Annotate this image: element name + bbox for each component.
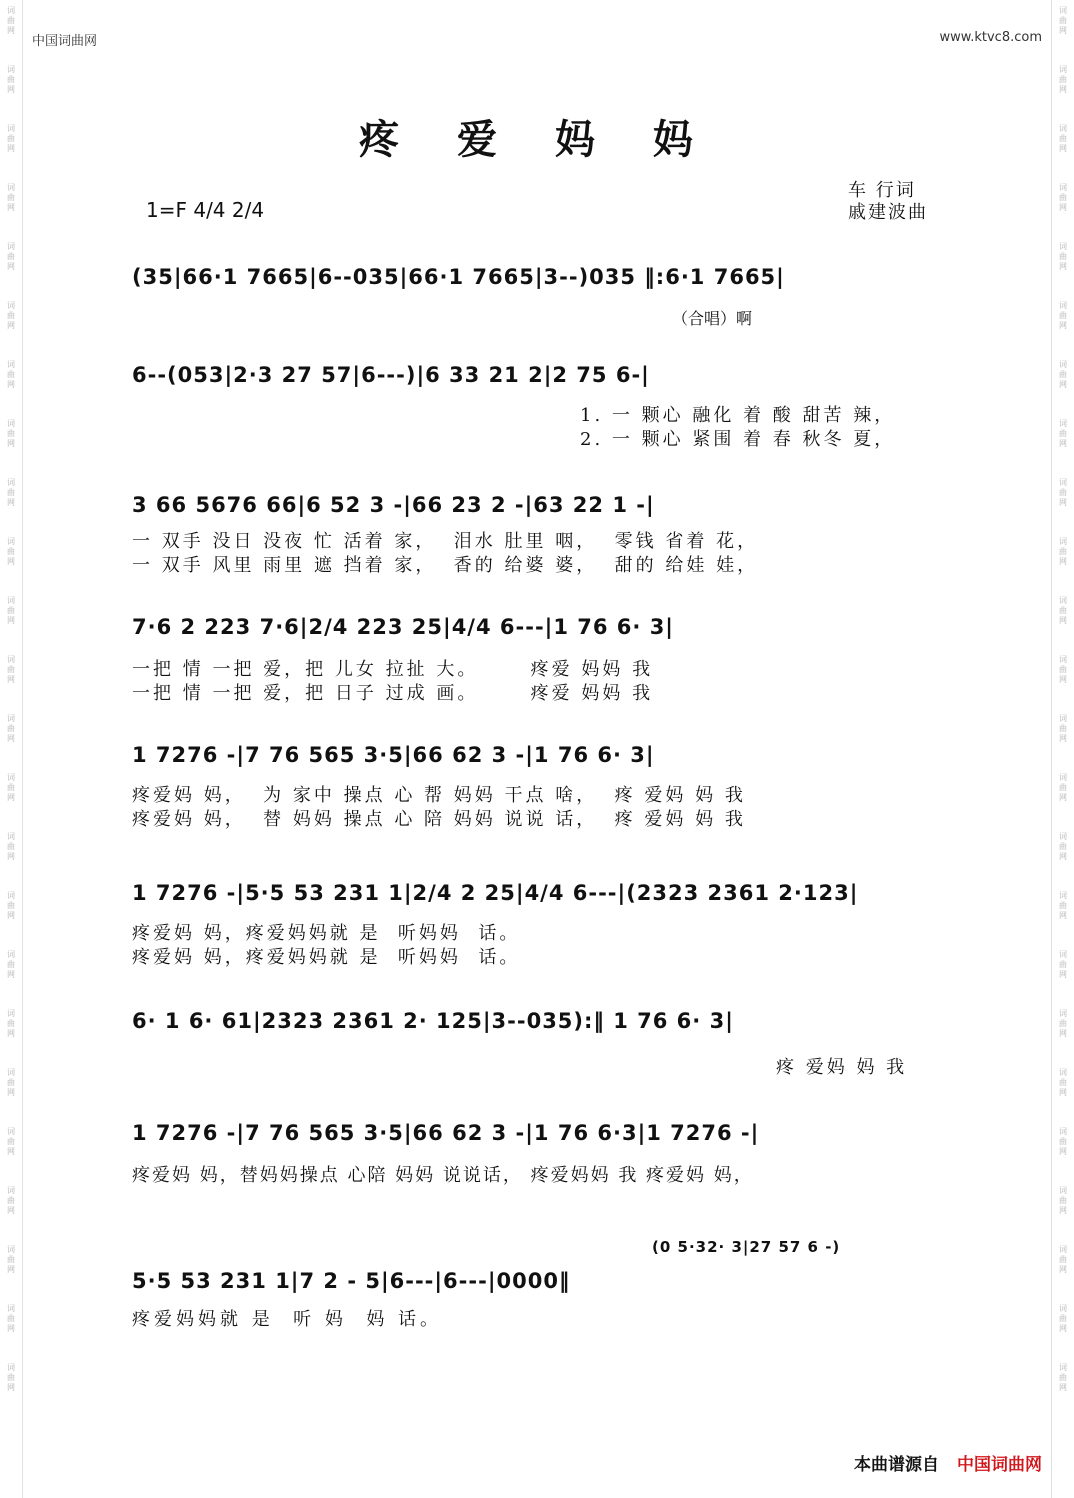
lyricist: 车 行词 — [848, 180, 916, 201]
side-watermark-text: 词 曲 网 — [7, 1186, 15, 1215]
side-watermark-text: 词 曲 网 — [1059, 1127, 1067, 1156]
side-watermark-text: 词 曲 网 — [1059, 183, 1067, 212]
side-watermark-text: 词 曲 网 — [1059, 65, 1067, 94]
side-watermark-text: 词 曲 网 — [1059, 360, 1067, 389]
side-watermark-text: 词 曲 网 — [1059, 655, 1067, 684]
score-system-5 — [132, 740, 947, 770]
score-system-2 — [132, 360, 947, 390]
side-watermark-text: 词 曲 网 — [7, 242, 15, 271]
lyric-line: 疼爱妈妈就 是 听 妈 妈 话。 — [132, 1309, 443, 1330]
side-watermark-text: 词 曲 网 — [1059, 419, 1067, 448]
lyric-verse-2: 疼爱妈 妈，疼爱妈妈就 是 听妈妈 话。 — [132, 947, 521, 968]
lyric-verse-1: 一把 情 一把 爱，把 儿女 拉扯 大。 疼爱 妈妈 我 — [132, 659, 654, 680]
notation-line: (35|66·1 7665|6--035|66·1 7665|3--)035 ‖:6·1 7665| — [132, 265, 785, 289]
source-footer — [854, 1450, 1042, 1475]
side-watermark-text: 词 曲 网 — [7, 655, 15, 684]
notation-line: 1 7276 -|7 76 565 3·5|66 62 3 -|1 76 6· 3| — [132, 743, 655, 767]
notation-line: 6· 1 6· 61|2323 2361 2· 125|3--035):‖ 1 76 6· 3| — [132, 1009, 734, 1033]
credits — [848, 180, 928, 224]
score-system-1 — [132, 262, 947, 292]
side-watermark-text: 词 曲 网 — [7, 65, 15, 94]
side-watermark-text: 词 曲 网 — [1059, 1245, 1067, 1274]
lyric-line: 疼爱妈 妈，替妈妈操点 心陪 妈妈 说说话， 疼爱妈妈 我 疼爱妈 妈， — [132, 1165, 754, 1186]
side-watermark-text: 词 曲 网 — [7, 301, 15, 330]
side-watermark-text: 词 曲 网 — [1059, 301, 1067, 330]
song-title: 疼 爱 妈 妈 — [359, 116, 715, 163]
lyric-verse-2: 2. 一 颗心 紧围 着 春 秋冬 夏， — [580, 429, 896, 450]
composer: 戚建波曲 — [848, 202, 928, 223]
site-name-top-left: 中国词曲网 — [32, 34, 98, 49]
side-watermark-text: 词 曲 网 — [7, 183, 15, 212]
side-watermark-text: 词 曲 网 — [1059, 773, 1067, 802]
score-system-3 — [132, 490, 947, 520]
notation-line: 1 7276 -|7 76 565 3·5|66 62 3 -|1 76 6·3|1 7276 -| — [132, 1121, 760, 1145]
side-watermark-text: 词 曲 网 — [7, 419, 15, 448]
notation-line: 1 7276 -|5·5 53 231 1|2/4 2 25|4/4 6---|(2323 2361 2·123| — [132, 881, 859, 905]
lyric-verse-2: 一把 情 一把 爱，把 日子 过成 画。 疼爱 妈妈 我 — [132, 683, 654, 704]
score-system-9 — [132, 1266, 947, 1296]
side-watermark-text: 词 曲 网 — [1059, 596, 1067, 625]
score-system-7 — [132, 1006, 947, 1036]
side-watermark-text: 词 曲 网 — [7, 773, 15, 802]
notation-line: 7·6 2 223 7·6|2/4 223 25|4/4 6---|1 76 6· 3| — [132, 615, 674, 639]
lyric-verse-1: 疼爱妈 妈，疼爱妈妈就 是 听妈妈 话。 — [132, 923, 521, 944]
side-watermark-text: 词 曲 网 — [1059, 1009, 1067, 1038]
lyric-verse-2: 疼爱妈 妈， 替 妈妈 操点 心 陪 妈妈 说说 话， 疼 爱妈 妈 我 — [132, 809, 746, 830]
ossia-line — [652, 1232, 952, 1262]
side-watermark-text: 词 曲 网 — [7, 478, 15, 507]
side-watermark-text: 词 曲 网 — [1059, 1304, 1067, 1333]
site-url-top-right: www.ktvc8.com — [939, 30, 1042, 45]
lyric-verse-1: 疼爱妈 妈， 为 家中 操点 心 帮 妈妈 干点 啥， 疼 爱妈 妈 我 — [132, 785, 746, 806]
side-watermark-text: 词 曲 网 — [1059, 1363, 1067, 1392]
side-watermark-text: 词 曲 网 — [7, 832, 15, 861]
ossia-notation: (0 5·32· 3|27 57 6 -) — [652, 1238, 841, 1256]
lyric-verse-1: 1. 一 颗心 融化 着 酸 甜苦 辣， — [580, 405, 896, 426]
lyric-line: 疼 爱妈 妈 我 — [776, 1057, 908, 1078]
side-watermark-text: 词 曲 网 — [1059, 950, 1067, 979]
side-watermark-text: 词 曲 网 — [7, 360, 15, 389]
side-watermark-text: 词 曲 网 — [1059, 124, 1067, 153]
side-watermark-text: 词 曲 网 — [7, 6, 15, 35]
side-watermark-text: 词 曲 网 — [1059, 242, 1067, 271]
side-watermark-text: 词 曲 网 — [7, 1245, 15, 1274]
chorus-label: （合唱）啊 — [672, 309, 753, 328]
side-watermark-text: 词 曲 网 — [7, 596, 15, 625]
side-watermark-text: 词 曲 网 — [7, 1068, 15, 1097]
side-watermark-text: 词 曲 网 — [1059, 891, 1067, 920]
score-system-6 — [132, 878, 947, 908]
side-watermark-text: 词 曲 网 — [7, 950, 15, 979]
left-watermark-strip — [0, 0, 23, 1498]
notation-line: 5·5 53 231 1|7 2 - 5|6---|6---|0000‖ — [132, 1269, 571, 1293]
side-watermark-text: 词 曲 网 — [7, 891, 15, 920]
side-watermark-text: 词 曲 网 — [1059, 1186, 1067, 1215]
side-watermark-text: 词 曲 网 — [1059, 537, 1067, 566]
side-watermark-text: 词 曲 网 — [1059, 478, 1067, 507]
notation-line: 3 66 5676 66|6 52 3 -|66 23 2 -|63 22 1 -| — [132, 493, 655, 517]
side-watermark-text: 词 曲 网 — [7, 124, 15, 153]
side-watermark-text: 词 曲 网 — [7, 1009, 15, 1038]
side-watermark-text: 词 曲 网 — [7, 1363, 15, 1392]
side-watermark-text: 词 曲 网 — [7, 537, 15, 566]
lyric-verse-1: 一 双手 没日 没夜 忙 活着 家， 泪水 肚里 咽， 零钱 省着 花， — [132, 531, 759, 552]
lyric-verse-2: 一 双手 风里 雨里 遮 挡着 家， 香的 给婆 婆， 甜的 给娃 娃， — [132, 555, 759, 576]
footer-label: 本曲谱源自 — [854, 1455, 939, 1475]
side-watermark-text: 词 曲 网 — [7, 1127, 15, 1156]
side-watermark-text: 词 曲 网 — [7, 714, 15, 743]
side-watermark-text: 词 曲 网 — [1059, 6, 1067, 35]
right-watermark-strip — [1051, 0, 1074, 1498]
footer-brand: 中国词曲网 — [957, 1455, 1042, 1475]
score-system-4 — [132, 612, 947, 642]
side-watermark-text: 词 曲 网 — [1059, 1068, 1067, 1097]
notation-line: 6--(053|2·3 27 57|6---)|6 33 21 2|2 75 6-| — [132, 363, 650, 387]
side-watermark-text: 词 曲 网 — [1059, 714, 1067, 743]
side-watermark-text: 词 曲 网 — [7, 1304, 15, 1333]
side-watermark-text: 词 曲 网 — [1059, 832, 1067, 861]
score-system-8 — [132, 1118, 947, 1148]
key-signature: 1=F 4/4 2/4 — [146, 198, 265, 222]
